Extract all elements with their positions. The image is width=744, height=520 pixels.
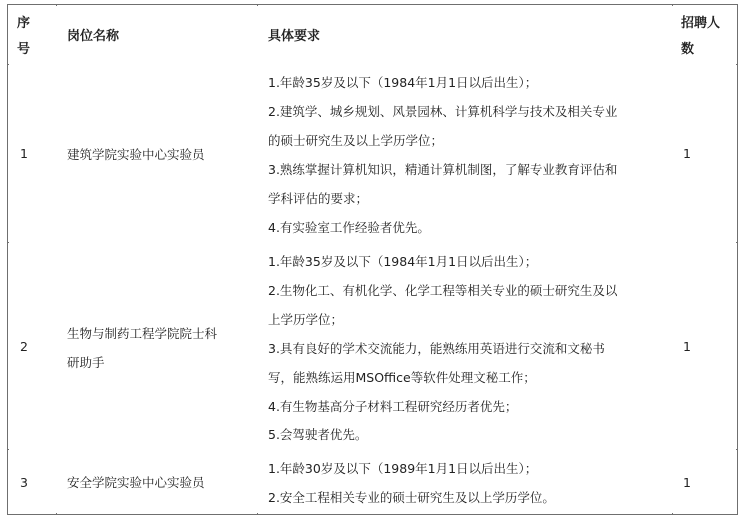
row1-req-line: 的硕士研究生及以上学历学位； bbox=[268, 133, 444, 148]
header-index-line1: 序 bbox=[17, 16, 31, 31]
row2-req-line: 2.生物化工、有机化学、化学工程等相关专业的硕士研究生及以 bbox=[268, 283, 618, 298]
row2-req-line: 1.年龄35岁及以下（1984年1月1日以后出生）； bbox=[268, 254, 538, 269]
row1-req-line: 1.年龄35岁及以下（1984年1月1日以后出生）； bbox=[268, 75, 538, 90]
cell-gutter bbox=[9, 64, 736, 65]
row2-req-line: 上学历学位； bbox=[268, 312, 344, 327]
row1-position-cell bbox=[56, 64, 258, 243]
row3-position: 安全学院实验中心实验员 bbox=[67, 475, 205, 490]
cell-gutter bbox=[56, 6, 57, 513]
cell-gutter bbox=[672, 6, 673, 513]
row2-req-line: 5.会驾驶者优先。 bbox=[268, 427, 368, 442]
header-requirements-cell bbox=[257, 4, 673, 65]
cell-gutter bbox=[9, 449, 736, 450]
header-requirements: 具体要求 bbox=[268, 29, 321, 44]
header-index-line2: 号 bbox=[17, 42, 31, 57]
row1-position: 建筑学院实验中心实验员 bbox=[67, 146, 205, 162]
cell-gutter bbox=[257, 6, 258, 513]
row1-count-cell bbox=[672, 64, 738, 243]
row3-count-cell bbox=[672, 449, 738, 515]
header-count-line1: 招聘人 bbox=[681, 16, 721, 31]
row2-requirements-cell bbox=[257, 242, 673, 450]
row2-position-line2: 研助手 bbox=[67, 355, 105, 370]
row2-req-line: 4.有生物基高分子材料工程研究经历者优先； bbox=[268, 399, 518, 414]
row2-req-line: 3.具有良好的学术交流能力，能熟练用英语进行交流和文秘书 bbox=[268, 341, 605, 356]
row3-count: 1 bbox=[683, 474, 691, 490]
header-position-cell bbox=[56, 4, 258, 65]
row3-requirements-cell bbox=[257, 449, 673, 515]
row3-index-cell bbox=[7, 449, 57, 515]
row2-count-cell bbox=[672, 242, 738, 450]
recruitment-table bbox=[7, 4, 738, 515]
row3-req-line: 1.年龄30岁及以下（1989年1月1日以后出生）； bbox=[268, 461, 538, 476]
row2-req-line: 写，能熟练运用MSOffice等软件处理文秘工作； bbox=[268, 370, 536, 385]
row1-req-line: 学科评估的要求； bbox=[268, 191, 369, 206]
row2-index-cell bbox=[7, 242, 57, 450]
row1-count: 1 bbox=[683, 146, 691, 161]
row3-position-cell bbox=[56, 449, 258, 515]
row1-requirements-cell bbox=[257, 64, 673, 243]
row2-position-cell bbox=[56, 242, 258, 450]
row1-req-line: 3.熟练掌握计算机知识，精通计算机制图，了解专业教育评估和 bbox=[268, 162, 618, 177]
row1-req-line: 4.有实验室工作经验者优先。 bbox=[268, 220, 430, 235]
row1-index: 1 bbox=[20, 146, 28, 161]
header-count-cell bbox=[672, 4, 738, 65]
header-index-cell bbox=[7, 4, 57, 65]
row2-index: 2 bbox=[20, 338, 28, 354]
header-count-line2: 数 bbox=[681, 42, 695, 57]
row2-position-line1: 生物与制药工程学院院士科 bbox=[67, 326, 218, 341]
header-position: 岗位名称 bbox=[67, 29, 120, 44]
row3-index: 3 bbox=[20, 474, 28, 490]
row3-req-line: 2.安全工程相关专业的硕士研究生及以上学历学位。 bbox=[268, 490, 555, 505]
row1-req-line: 2.建筑学、城乡规划、风景园林、计算机科学与技术及相关专业 bbox=[268, 104, 618, 119]
cell-gutter bbox=[9, 242, 736, 243]
row1-index-cell bbox=[7, 64, 57, 243]
row2-count: 1 bbox=[683, 338, 691, 354]
